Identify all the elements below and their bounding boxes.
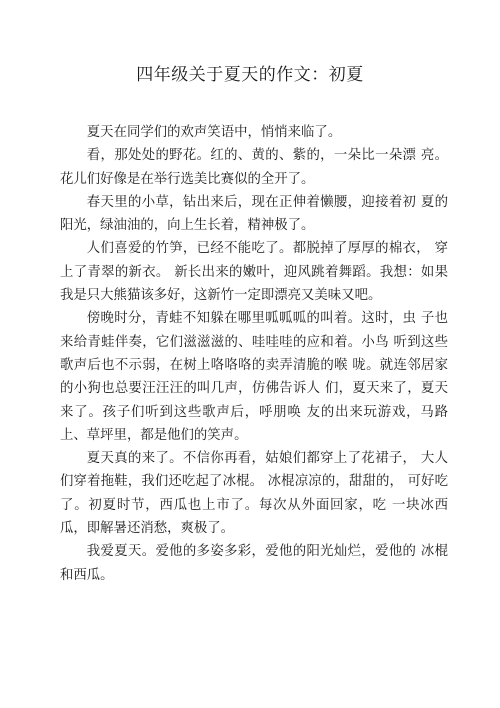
paragraph-4: 人们喜爱的竹笋，已经不能吃了。都脱掉了厚厚的棉衣， 穿上了青翠的新衣。 新长出来的嫩叶，迎风跳着舞蹈。我想：如果我是只大熊猫该多好，这新竹一定即漂亮又美味又吧。 [60, 241, 448, 304]
paragraph-3: 春天里的小草，钻出来后，现在正伸着懒腰，迎接着初 夏的阳光，绿油油的，向上生长着，精神极了。 [60, 194, 448, 234]
essay-body [60, 121, 448, 587]
essay-title: 四年级关于夏天的作文：初夏 [136, 65, 364, 85]
paragraph-7: 我爱夏天。爱他的多姿多彩，爱他的阳光灿烂，爱他的 冰棍和西瓜。 [60, 544, 448, 583]
paragraph-5: 傍晚时分，青蛙不知躲在哪里呱呱呱的叫着。这时，虫 子也来给青蛙伴奏，它们滋滋滋的、哇哇哇的应和着。小鸟 听到这些歌声后也不示弱，在树上咯咯咯的卖弄清脆的喉 咙。就连邻居家的小狗也总要汪汪汪的叫几声，仿佛告诉人 们，夏天来了，夏天来了。孩子们听到这些歌声后，呼朋唤 友的出来玩游戏，马路上、草坪里，都是他们的笑声。 [60, 311, 448, 443]
paragraph-2: 看，那处处的野花。红的、黄的、紫的，一朵比一朵漂 亮。花儿们好像是在举行选美比赛似的全开了。 [60, 148, 448, 187]
paragraph-6: 夏天真的来了。不信你再看，姑娘们都穿上了花裙子， 大人们穿着拖鞋，我们还吃起了冰棍。 冰棍凉凉的，甜甜的， 可好吃了。初夏时节，西瓜也上市了。每次从外面回家，吃 一块冰西瓜，即解暑还消愁，爽极了。 [60, 451, 448, 537]
paragraph-1: 夏天在同学们的欢声笑语中，悄悄来临了。 [86, 125, 342, 140]
